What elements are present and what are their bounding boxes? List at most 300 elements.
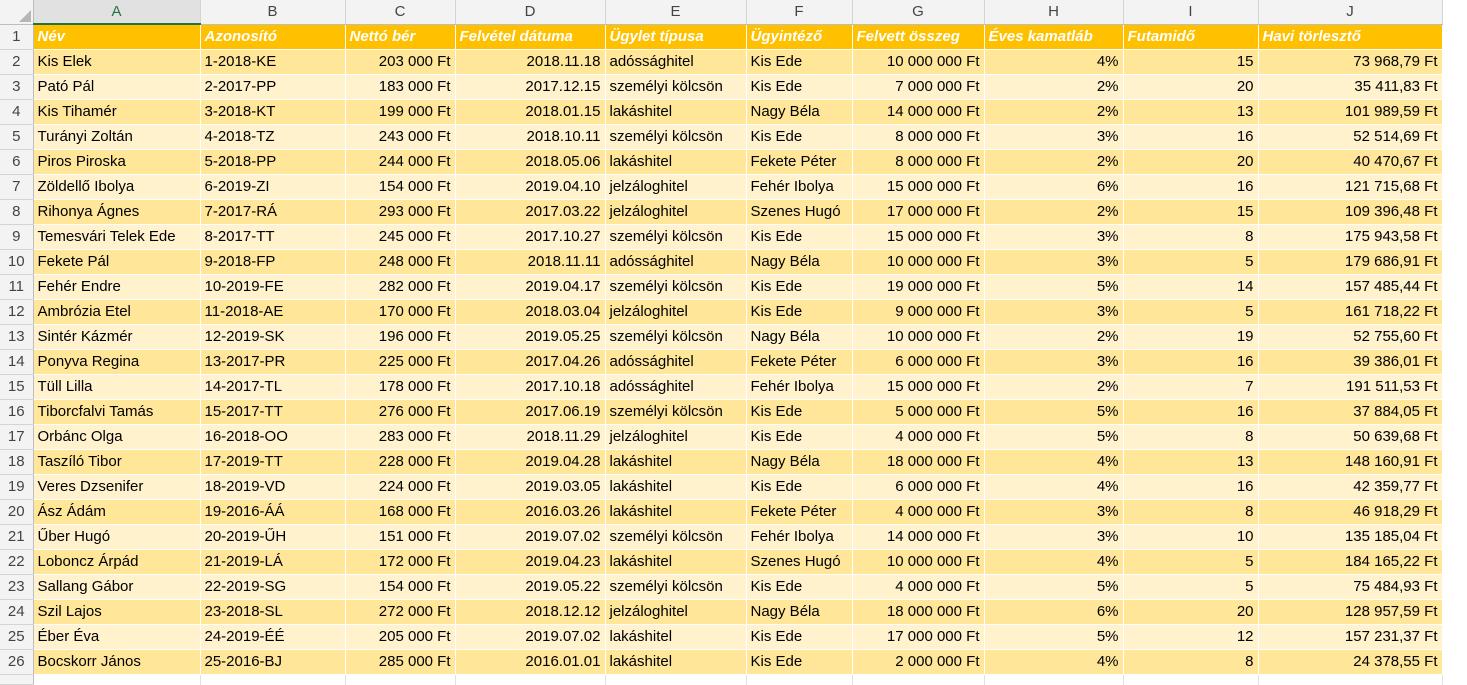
- cell[interactable]: 12-2019-SK: [200, 325, 345, 350]
- cell[interactable]: lakáshitel: [605, 475, 746, 500]
- cell[interactable]: 16: [1123, 475, 1258, 500]
- cell[interactable]: 2%: [984, 100, 1123, 125]
- cell[interactable]: 2-2017-PP: [200, 75, 345, 100]
- cell[interactable]: 46 918,29 Ft: [1258, 500, 1442, 525]
- cell[interactable]: 3%: [984, 300, 1123, 325]
- cell[interactable]: 16: [1123, 125, 1258, 150]
- cell[interactable]: 285 000 Ft: [345, 650, 455, 675]
- cell[interactable]: 2017.10.27: [455, 225, 605, 250]
- header-cell[interactable]: Felvétel dátuma: [455, 24, 605, 50]
- cell[interactable]: 7-2017-RÁ: [200, 200, 345, 225]
- cell[interactable]: Kis Ede: [746, 625, 852, 650]
- cell[interactable]: Fehér Endre: [33, 275, 200, 300]
- cell[interactable]: [605, 675, 746, 685]
- cell[interactable]: Pató Pál: [33, 75, 200, 100]
- cell[interactable]: lakáshitel: [605, 625, 746, 650]
- cell[interactable]: Tüll Lilla: [33, 375, 200, 400]
- cell[interactable]: Kis Ede: [746, 650, 852, 675]
- cell[interactable]: 5%: [984, 425, 1123, 450]
- cell[interactable]: 4 000 000 Ft: [852, 500, 984, 525]
- cell[interactable]: 6%: [984, 600, 1123, 625]
- cell[interactable]: 15: [1123, 50, 1258, 75]
- cell[interactable]: jelzáloghitel: [605, 200, 746, 225]
- cell[interactable]: [345, 675, 455, 685]
- cell[interactable]: Fehér Ibolya: [746, 525, 852, 550]
- cell[interactable]: Fekete Péter: [746, 150, 852, 175]
- cell[interactable]: 39 386,01 Ft: [1258, 350, 1442, 375]
- cell[interactable]: személyi kölcsön: [605, 275, 746, 300]
- cell[interactable]: személyi kölcsön: [605, 575, 746, 600]
- cell[interactable]: 121 715,68 Ft: [1258, 175, 1442, 200]
- cell[interactable]: 75 484,93 Ft: [1258, 575, 1442, 600]
- cell[interactable]: Kis Ede: [746, 75, 852, 100]
- cell[interactable]: 184 165,22 Ft: [1258, 550, 1442, 575]
- cell[interactable]: 109 396,48 Ft: [1258, 200, 1442, 225]
- cell[interactable]: 9 000 000 Ft: [852, 300, 984, 325]
- row-header[interactable]: 25: [0, 625, 33, 650]
- cell[interactable]: 15 000 000 Ft: [852, 175, 984, 200]
- cell[interactable]: 8: [1123, 425, 1258, 450]
- cell[interactable]: Nagy Béla: [746, 600, 852, 625]
- cell[interactable]: 2017.03.22: [455, 200, 605, 225]
- cell[interactable]: 15 000 000 Ft: [852, 375, 984, 400]
- cell[interactable]: Fekete Péter: [746, 350, 852, 375]
- cell[interactable]: 135 185,04 Ft: [1258, 525, 1442, 550]
- cell[interactable]: 2%: [984, 150, 1123, 175]
- row-header[interactable]: 15: [0, 375, 33, 400]
- cell[interactable]: 52 514,69 Ft: [1258, 125, 1442, 150]
- cell[interactable]: 2%: [984, 375, 1123, 400]
- cell[interactable]: 14 000 000 Ft: [852, 100, 984, 125]
- cell[interactable]: 8: [1123, 500, 1258, 525]
- column-header-c[interactable]: C: [345, 0, 455, 24]
- row-header[interactable]: 9: [0, 225, 33, 250]
- cell[interactable]: 205 000 Ft: [345, 625, 455, 650]
- cell[interactable]: 2019.07.02: [455, 625, 605, 650]
- cell[interactable]: 9-2018-FP: [200, 250, 345, 275]
- cell[interactable]: 8: [1123, 650, 1258, 675]
- cell[interactable]: 224 000 Ft: [345, 475, 455, 500]
- cell[interactable]: 37 884,05 Ft: [1258, 400, 1442, 425]
- cell[interactable]: 3%: [984, 525, 1123, 550]
- column-header-j[interactable]: J: [1258, 0, 1442, 24]
- cell[interactable]: 42 359,77 Ft: [1258, 475, 1442, 500]
- row-header[interactable]: 7: [0, 175, 33, 200]
- cell[interactable]: 15: [1123, 200, 1258, 225]
- cell[interactable]: jelzáloghitel: [605, 425, 746, 450]
- cell[interactable]: Űber Hugó: [33, 525, 200, 550]
- cell[interactable]: 10 000 000 Ft: [852, 325, 984, 350]
- cell[interactable]: 5: [1123, 550, 1258, 575]
- cell[interactable]: [1258, 675, 1442, 685]
- column-header-b[interactable]: B: [200, 0, 345, 24]
- cell[interactable]: 13: [1123, 450, 1258, 475]
- cell[interactable]: 50 639,68 Ft: [1258, 425, 1442, 450]
- cell[interactable]: 168 000 Ft: [345, 500, 455, 525]
- cell[interactable]: 10: [1123, 525, 1258, 550]
- cell[interactable]: [1123, 675, 1258, 685]
- cell[interactable]: Tiborcfalvi Tamás: [33, 400, 200, 425]
- cell[interactable]: Kis Ede: [746, 575, 852, 600]
- cell[interactable]: Loboncz Árpád: [33, 550, 200, 575]
- cell[interactable]: 148 160,91 Ft: [1258, 450, 1442, 475]
- cell[interactable]: 8-2017-TT: [200, 225, 345, 250]
- header-cell[interactable]: Nettó bér: [345, 24, 455, 50]
- cell[interactable]: 2016.03.26: [455, 500, 605, 525]
- cell[interactable]: 4%: [984, 475, 1123, 500]
- cell[interactable]: lakáshitel: [605, 100, 746, 125]
- cell[interactable]: 5%: [984, 400, 1123, 425]
- row-header[interactable]: 4: [0, 100, 33, 125]
- cell[interactable]: 18 000 000 Ft: [852, 450, 984, 475]
- column-header-d[interactable]: D: [455, 0, 605, 24]
- cell[interactable]: Piros Piroska: [33, 150, 200, 175]
- cell[interactable]: 3%: [984, 225, 1123, 250]
- cell[interactable]: Nagy Béla: [746, 100, 852, 125]
- cell[interactable]: 12: [1123, 625, 1258, 650]
- cell[interactable]: 6%: [984, 175, 1123, 200]
- cell[interactable]: [33, 675, 200, 685]
- row-header[interactable]: 1: [0, 24, 33, 50]
- row-header[interactable]: 14: [0, 350, 33, 375]
- cell[interactable]: Sallang Gábor: [33, 575, 200, 600]
- cell[interactable]: Kis Ede: [746, 425, 852, 450]
- header-cell[interactable]: Felvett összeg: [852, 24, 984, 50]
- column-header-a[interactable]: A: [33, 0, 200, 24]
- cell[interactable]: személyi kölcsön: [605, 400, 746, 425]
- row-header[interactable]: 21: [0, 525, 33, 550]
- cell[interactable]: 2017.06.19: [455, 400, 605, 425]
- row-header[interactable]: 10: [0, 250, 33, 275]
- cell[interactable]: lakáshitel: [605, 450, 746, 475]
- header-cell[interactable]: Ügylet típusa: [605, 24, 746, 50]
- cell[interactable]: [984, 675, 1123, 685]
- cell[interactable]: 52 755,60 Ft: [1258, 325, 1442, 350]
- cell[interactable]: 8 000 000 Ft: [852, 125, 984, 150]
- cell[interactable]: 14-2017-TL: [200, 375, 345, 400]
- cell[interactable]: 2018.12.12: [455, 600, 605, 625]
- cell[interactable]: 128 957,59 Ft: [1258, 600, 1442, 625]
- cell[interactable]: 3%: [984, 125, 1123, 150]
- header-cell[interactable]: Havi törlesztő: [1258, 24, 1442, 50]
- cell[interactable]: 24 378,55 Ft: [1258, 650, 1442, 675]
- cell[interactable]: 2019.03.05: [455, 475, 605, 500]
- cell[interactable]: 13: [1123, 100, 1258, 125]
- cell[interactable]: 2017.10.18: [455, 375, 605, 400]
- cell[interactable]: adóssághitel: [605, 375, 746, 400]
- column-header-i[interactable]: I: [1123, 0, 1258, 24]
- cell[interactable]: 283 000 Ft: [345, 425, 455, 450]
- cell[interactable]: 5: [1123, 575, 1258, 600]
- cell[interactable]: 2018.11.18: [455, 50, 605, 75]
- cell[interactable]: 8: [1123, 225, 1258, 250]
- cell[interactable]: személyi kölcsön: [605, 325, 746, 350]
- row-header[interactable]: 2: [0, 50, 33, 75]
- cell[interactable]: 2019.07.02: [455, 525, 605, 550]
- column-header-e[interactable]: E: [605, 0, 746, 24]
- cell[interactable]: 22-2019-SG: [200, 575, 345, 600]
- cell[interactable]: 225 000 Ft: [345, 350, 455, 375]
- cell[interactable]: 15 000 000 Ft: [852, 225, 984, 250]
- cell[interactable]: [746, 675, 852, 685]
- row-header[interactable]: 13: [0, 325, 33, 350]
- cell[interactable]: Kis Tihamér: [33, 100, 200, 125]
- cell[interactable]: 276 000 Ft: [345, 400, 455, 425]
- row-header[interactable]: 23: [0, 575, 33, 600]
- cell[interactable]: 2019.04.28: [455, 450, 605, 475]
- cell[interactable]: személyi kölcsön: [605, 125, 746, 150]
- cell[interactable]: Fehér Ibolya: [746, 375, 852, 400]
- cell[interactable]: Nagy Béla: [746, 450, 852, 475]
- cell[interactable]: 18-2019-VD: [200, 475, 345, 500]
- cell[interactable]: lakáshitel: [605, 500, 746, 525]
- cell[interactable]: 5: [1123, 250, 1258, 275]
- cell[interactable]: 4 000 000 Ft: [852, 425, 984, 450]
- cell[interactable]: 35 411,83 Ft: [1258, 75, 1442, 100]
- cell[interactable]: 13-2017-PR: [200, 350, 345, 375]
- cell[interactable]: 3-2018-KT: [200, 100, 345, 125]
- cell[interactable]: 101 989,59 Ft: [1258, 100, 1442, 125]
- cell[interactable]: 3%: [984, 500, 1123, 525]
- cell[interactable]: 40 470,67 Ft: [1258, 150, 1442, 175]
- cell[interactable]: 16-2018-OO: [200, 425, 345, 450]
- cell[interactable]: Kis Ede: [746, 400, 852, 425]
- cell[interactable]: 19-2016-ÁÁ: [200, 500, 345, 525]
- cell[interactable]: 24-2019-ÉÉ: [200, 625, 345, 650]
- cell[interactable]: 196 000 Ft: [345, 325, 455, 350]
- cell[interactable]: Rihonya Ágnes: [33, 200, 200, 225]
- cell[interactable]: Sintér Kázmér: [33, 325, 200, 350]
- cell[interactable]: 6 000 000 Ft: [852, 475, 984, 500]
- cell[interactable]: Kis Ede: [746, 275, 852, 300]
- cell[interactable]: jelzáloghitel: [605, 300, 746, 325]
- cell[interactable]: Veres Dzsenifer: [33, 475, 200, 500]
- cell[interactable]: [455, 675, 605, 685]
- cell[interactable]: 2019.05.25: [455, 325, 605, 350]
- cell[interactable]: 172 000 Ft: [345, 550, 455, 575]
- cell[interactable]: [200, 675, 345, 685]
- cell[interactable]: 2019.05.22: [455, 575, 605, 600]
- cell[interactable]: Kis Ede: [746, 225, 852, 250]
- cell[interactable]: Fekete Péter: [746, 500, 852, 525]
- header-cell[interactable]: Név: [33, 24, 200, 50]
- select-all-corner[interactable]: [0, 0, 33, 24]
- cell[interactable]: Turányi Zoltán: [33, 125, 200, 150]
- cell[interactable]: 11-2018-AE: [200, 300, 345, 325]
- cell[interactable]: Bocskorr János: [33, 650, 200, 675]
- cell[interactable]: 19 000 000 Ft: [852, 275, 984, 300]
- cell[interactable]: 4%: [984, 650, 1123, 675]
- cell[interactable]: Kis Ede: [746, 125, 852, 150]
- cell[interactable]: Fehér Ibolya: [746, 175, 852, 200]
- cell[interactable]: 16: [1123, 175, 1258, 200]
- cell[interactable]: 20-2019-ŰH: [200, 525, 345, 550]
- row-header[interactable]: 5: [0, 125, 33, 150]
- cell[interactable]: Taszíló Tibor: [33, 450, 200, 475]
- cell[interactable]: Kis Elek: [33, 50, 200, 75]
- cell[interactable]: 151 000 Ft: [345, 525, 455, 550]
- cell[interactable]: 154 000 Ft: [345, 175, 455, 200]
- cell[interactable]: 228 000 Ft: [345, 450, 455, 475]
- cell[interactable]: 178 000 Ft: [345, 375, 455, 400]
- cell[interactable]: 23-2018-SL: [200, 600, 345, 625]
- cell[interactable]: 4 000 000 Ft: [852, 575, 984, 600]
- cell[interactable]: 4%: [984, 550, 1123, 575]
- cell[interactable]: 157 231,37 Ft: [1258, 625, 1442, 650]
- cell[interactable]: személyi kölcsön: [605, 525, 746, 550]
- cell[interactable]: 25-2016-BJ: [200, 650, 345, 675]
- cell[interactable]: 2018.11.29: [455, 425, 605, 450]
- cell[interactable]: jelzáloghitel: [605, 600, 746, 625]
- column-header-f[interactable]: F: [746, 0, 852, 24]
- cell[interactable]: 10 000 000 Ft: [852, 250, 984, 275]
- cell[interactable]: 18 000 000 Ft: [852, 600, 984, 625]
- cell[interactable]: 5%: [984, 625, 1123, 650]
- cell[interactable]: 248 000 Ft: [345, 250, 455, 275]
- cell[interactable]: 21-2019-LÁ: [200, 550, 345, 575]
- cell[interactable]: 244 000 Ft: [345, 150, 455, 175]
- cell[interactable]: Ász Ádám: [33, 500, 200, 525]
- row-header[interactable]: 24: [0, 600, 33, 625]
- cell[interactable]: 16: [1123, 400, 1258, 425]
- cell[interactable]: 20: [1123, 600, 1258, 625]
- cell[interactable]: 2018.01.15: [455, 100, 605, 125]
- cell[interactable]: 4-2018-TZ: [200, 125, 345, 150]
- cell[interactable]: 5%: [984, 275, 1123, 300]
- row-header[interactable]: 20: [0, 500, 33, 525]
- cell[interactable]: 5%: [984, 575, 1123, 600]
- cell[interactable]: 7 000 000 Ft: [852, 75, 984, 100]
- cell[interactable]: 2018.10.11: [455, 125, 605, 150]
- cell[interactable]: 245 000 Ft: [345, 225, 455, 250]
- cell[interactable]: 7: [1123, 375, 1258, 400]
- cell[interactable]: lakáshitel: [605, 550, 746, 575]
- header-cell[interactable]: Azonosító: [200, 24, 345, 50]
- cell[interactable]: 20: [1123, 75, 1258, 100]
- cell[interactable]: [852, 675, 984, 685]
- cell[interactable]: 2017.12.15: [455, 75, 605, 100]
- cell[interactable]: Szil Lajos: [33, 600, 200, 625]
- cell[interactable]: 6 000 000 Ft: [852, 350, 984, 375]
- cell[interactable]: Temesvári Telek Ede: [33, 225, 200, 250]
- cell[interactable]: 157 485,44 Ft: [1258, 275, 1442, 300]
- row-header[interactable]: [0, 675, 33, 685]
- cell[interactable]: Ponyva Regina: [33, 350, 200, 375]
- cell[interactable]: személyi kölcsön: [605, 75, 746, 100]
- cell[interactable]: 2018.03.04: [455, 300, 605, 325]
- header-cell[interactable]: Éves kamatláb: [984, 24, 1123, 50]
- cell[interactable]: 183 000 Ft: [345, 75, 455, 100]
- row-header[interactable]: 22: [0, 550, 33, 575]
- cell[interactable]: 6-2019-ZI: [200, 175, 345, 200]
- cell[interactable]: 199 000 Ft: [345, 100, 455, 125]
- cell[interactable]: 2018.11.11: [455, 250, 605, 275]
- cell[interactable]: 2019.04.10: [455, 175, 605, 200]
- cell[interactable]: 5: [1123, 300, 1258, 325]
- cell[interactable]: 19: [1123, 325, 1258, 350]
- header-cell[interactable]: Ügyintéző: [746, 24, 852, 50]
- row-header[interactable]: 26: [0, 650, 33, 675]
- cell[interactable]: Szenes Hugó: [746, 550, 852, 575]
- cell[interactable]: Nagy Béla: [746, 250, 852, 275]
- cell[interactable]: 2019.04.23: [455, 550, 605, 575]
- cell[interactable]: 16: [1123, 350, 1258, 375]
- cell[interactable]: Éber Éva: [33, 625, 200, 650]
- cell[interactable]: adóssághitel: [605, 250, 746, 275]
- cell[interactable]: 14 000 000 Ft: [852, 525, 984, 550]
- cell[interactable]: 8 000 000 Ft: [852, 150, 984, 175]
- cell[interactable]: 5 000 000 Ft: [852, 400, 984, 425]
- cell[interactable]: Szenes Hugó: [746, 200, 852, 225]
- row-header[interactable]: 12: [0, 300, 33, 325]
- cell[interactable]: 17-2019-TT: [200, 450, 345, 475]
- cell[interactable]: Ambrózia Etel: [33, 300, 200, 325]
- cell[interactable]: 161 718,22 Ft: [1258, 300, 1442, 325]
- row-header[interactable]: 16: [0, 400, 33, 425]
- row-header[interactable]: 8: [0, 200, 33, 225]
- cell[interactable]: 2 000 000 Ft: [852, 650, 984, 675]
- row-header[interactable]: 6: [0, 150, 33, 175]
- cell[interactable]: 20: [1123, 150, 1258, 175]
- cell[interactable]: 1-2018-KE: [200, 50, 345, 75]
- cell[interactable]: Zöldellő Ibolya: [33, 175, 200, 200]
- cell[interactable]: 2018.05.06: [455, 150, 605, 175]
- cell[interactable]: lakáshitel: [605, 150, 746, 175]
- row-header[interactable]: 3: [0, 75, 33, 100]
- cell[interactable]: Kis Ede: [746, 475, 852, 500]
- row-header[interactable]: 19: [0, 475, 33, 500]
- cell[interactable]: adóssághitel: [605, 350, 746, 375]
- cell[interactable]: 10 000 000 Ft: [852, 550, 984, 575]
- cell[interactable]: 5-2018-PP: [200, 150, 345, 175]
- cell[interactable]: személyi kölcsön: [605, 225, 746, 250]
- cell[interactable]: 175 943,58 Ft: [1258, 225, 1442, 250]
- cell[interactable]: 243 000 Ft: [345, 125, 455, 150]
- cell[interactable]: 3%: [984, 350, 1123, 375]
- cell[interactable]: Fekete Pál: [33, 250, 200, 275]
- cell[interactable]: Nagy Béla: [746, 325, 852, 350]
- cell[interactable]: Kis Ede: [746, 300, 852, 325]
- cell[interactable]: 293 000 Ft: [345, 200, 455, 225]
- header-cell[interactable]: Futamidő: [1123, 24, 1258, 50]
- cell[interactable]: 179 686,91 Ft: [1258, 250, 1442, 275]
- row-header[interactable]: 18: [0, 450, 33, 475]
- cell[interactable]: 2%: [984, 75, 1123, 100]
- cell[interactable]: 203 000 Ft: [345, 50, 455, 75]
- cell[interactable]: 4%: [984, 450, 1123, 475]
- row-header[interactable]: 11: [0, 275, 33, 300]
- cell[interactable]: 2016.01.01: [455, 650, 605, 675]
- cell[interactable]: 2%: [984, 200, 1123, 225]
- row-header[interactable]: 17: [0, 425, 33, 450]
- cell[interactable]: 15-2017-TT: [200, 400, 345, 425]
- cell[interactable]: 170 000 Ft: [345, 300, 455, 325]
- column-header-h[interactable]: H: [984, 0, 1123, 24]
- cell[interactable]: 17 000 000 Ft: [852, 625, 984, 650]
- cell[interactable]: 14: [1123, 275, 1258, 300]
- cell[interactable]: 191 511,53 Ft: [1258, 375, 1442, 400]
- cell[interactable]: 282 000 Ft: [345, 275, 455, 300]
- cell[interactable]: 10-2019-FE: [200, 275, 345, 300]
- cell[interactable]: 4%: [984, 50, 1123, 75]
- cell[interactable]: Orbánc Olga: [33, 425, 200, 450]
- cell[interactable]: 272 000 Ft: [345, 600, 455, 625]
- cell[interactable]: 2019.04.17: [455, 275, 605, 300]
- cell[interactable]: Kis Ede: [746, 50, 852, 75]
- column-header-g[interactable]: G: [852, 0, 984, 24]
- cell[interactable]: adóssághitel: [605, 50, 746, 75]
- cell[interactable]: 2017.04.26: [455, 350, 605, 375]
